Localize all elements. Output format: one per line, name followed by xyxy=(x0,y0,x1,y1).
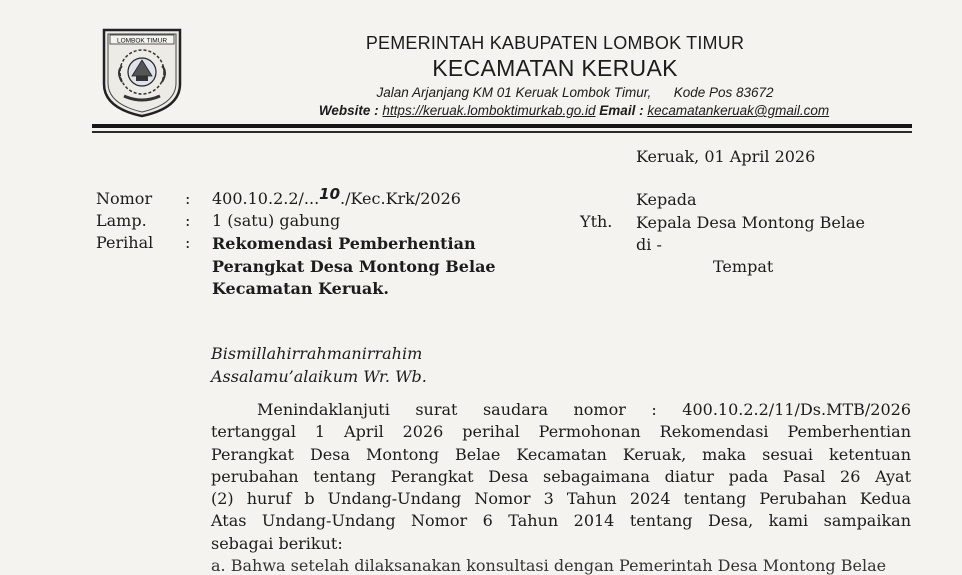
recipient-kepada: Kepada xyxy=(636,190,697,209)
body-paragraph xyxy=(211,399,911,555)
nomor-value xyxy=(212,185,461,208)
paragraph-line: perubahan tentang Perangkat Desa sebagaimana diatur pada Pasal 26 Ayat xyxy=(211,466,911,486)
recipient-block xyxy=(636,189,865,257)
letterhead-divider-thick xyxy=(92,124,912,128)
colon: : xyxy=(185,189,191,208)
nomor-handwritten: 10 xyxy=(319,185,341,203)
nomor-label: Nomor xyxy=(96,189,153,208)
letterhead xyxy=(250,33,860,118)
cut-off-list-item: a. Bahwa setelah dilaksanakan konsultasi dengan Pemerintah Desa Montong Belae xyxy=(211,556,887,575)
letterhead-divider-thin xyxy=(92,131,912,133)
perihal-line: Perangkat Desa Montong Belae xyxy=(212,256,496,276)
paragraph-line: Perangkat Desa Montong Belae Kecamatan Keruak, maka sesuai ketentuan xyxy=(211,444,911,464)
nomor-prefix: 400.10.2.2/... xyxy=(212,189,320,208)
perihal-value xyxy=(212,233,496,301)
colon: : xyxy=(185,233,191,252)
svg-text:LOMBOK TIMUR: LOMBOK TIMUR xyxy=(116,37,168,45)
nomor-suffix: ./Kec.Krk/2026 xyxy=(340,189,461,208)
yth-label: Yth. xyxy=(580,212,613,231)
paragraph-line: tertanggal 1 April 2026 perihal Permohonan Rekomendasi Pemberhentian xyxy=(211,422,911,442)
lamp-label: Lamp. xyxy=(96,211,147,230)
website-link[interactable]: https://keruak.lomboktimurkab.go.id xyxy=(382,103,596,118)
letterhead-address: Jalan Arjanjang KM 01 Keruak Lombok Timur, Kode Pos 83672 xyxy=(376,85,774,100)
bismillah: Bismillahirrahmanirrahim xyxy=(211,344,423,363)
colon: : xyxy=(185,211,191,230)
salam: Assalamu’alaikum Wr. Wb. xyxy=(211,366,427,386)
letterhead-district: KECAMATAN KERUAK xyxy=(432,55,678,81)
website-label: Website : xyxy=(318,103,379,118)
letterhead-government: PEMERINTAH KABUPATEN LOMBOK TIMUR xyxy=(365,33,745,53)
letter-date: Keruak, 01 April 2026 xyxy=(636,147,816,166)
perihal-line: Kecamatan Keruak. xyxy=(212,279,389,298)
paragraph-line: sebagai berikut: xyxy=(211,533,343,553)
email-label: Email : xyxy=(599,103,644,118)
paragraph-line: Menindaklanjuti surat saudara nomor : 400.10.2.2/11/Ds.MTB/2026 xyxy=(257,400,911,419)
email-link[interactable]: kecamatankeruak@gmail.com xyxy=(647,103,830,118)
paragraph-line: (2) huruf b Undang-Undang Nomor 3 Tahun 2024 tentang Perubahan Kedua xyxy=(211,489,911,509)
recipient-tempat: Tempat xyxy=(713,257,774,276)
recipient-di: di - xyxy=(636,235,662,254)
paragraph-line: Atas Undang-Undang Nomor 6 Tahun 2014 tentang Desa, kami sampaikan xyxy=(211,511,911,531)
letter-opening xyxy=(211,343,427,388)
perihal-line: Rekomendasi Pemberhentian xyxy=(212,234,476,253)
perihal-label: Perihal xyxy=(96,233,154,252)
recipient-name: Kepala Desa Montong Belae xyxy=(636,212,866,232)
lombok-timur-emblem-icon xyxy=(100,26,184,118)
lamp-value: 1 (satu) gabung xyxy=(212,211,341,230)
letterhead-contact xyxy=(288,103,860,118)
